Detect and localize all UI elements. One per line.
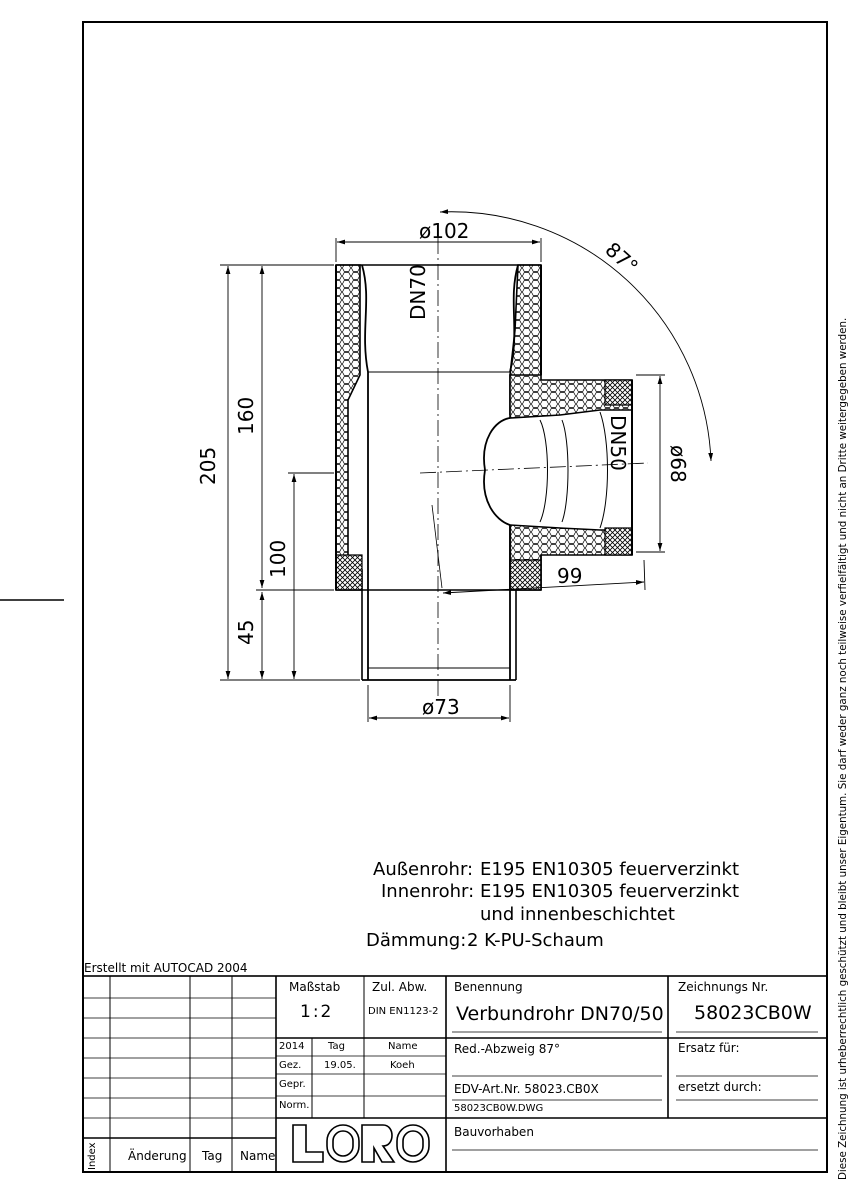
checked-label: Gepr. [279, 1079, 306, 1090]
dim-total-height: 205 [196, 446, 220, 485]
inner-pipe-value: E195 EN10305 feuerverzinkt [480, 881, 740, 902]
dim-inner-diameter: ø73 [422, 695, 460, 719]
drawn-date: 19.05. [324, 1060, 356, 1071]
dim-angle: 87° [600, 237, 643, 279]
project-label: Bauvorhaben [454, 1125, 534, 1139]
drawn-name: Koeh [390, 1060, 415, 1071]
col-change: Änderung [128, 1149, 187, 1163]
tolerance-header: Zul. Abw. [372, 980, 428, 994]
loro-logo [293, 1125, 429, 1162]
label-main-dn: DN70 [406, 264, 430, 320]
insulation-value: 2 K-PU-Schaum [467, 930, 604, 951]
subtitle: Red.-Abzweig 87° [454, 1042, 561, 1056]
drawing-frame [83, 22, 827, 1172]
insulation-label: Dämmung: [366, 930, 467, 951]
dim-lower-height: 45 [234, 619, 258, 645]
copyright-note: Diese Zeichnung ist urheberrechtlich geschützt und bleibt unser Eigentum. Sie darf weder ganz noch teilweise verfielfältigt und nicht an Dritte weitergegeben werden. [837, 317, 849, 1180]
label-branch-dn: DN50 [606, 415, 630, 471]
inner-pipe-value-2: und innenbeschichtet [480, 904, 675, 925]
replacement-for: Ersatz für: [678, 1041, 740, 1055]
dim-branch-height: 100 [266, 539, 290, 578]
edv-number: EDV-Art.Nr. 58023.CB0X [454, 1082, 599, 1096]
pipe-fitting [336, 238, 648, 700]
dim-branch-diameter: ø68 [666, 445, 690, 483]
dim-branch-length: 99 [557, 564, 583, 588]
outer-pipe-value: E195 EN10305 feuerverzinkt [480, 859, 740, 880]
replaced-by: ersetzt durch: [678, 1080, 762, 1094]
inner-pipe-label: Innenrohr: [381, 881, 475, 902]
year: 2014 [279, 1041, 305, 1052]
dim-outer-diameter: ø102 [419, 219, 470, 243]
drawn-label: Gez. [279, 1060, 302, 1071]
col-day: Tag [202, 1149, 223, 1163]
col-name: Name [240, 1149, 276, 1163]
scale-header: Maßstab [289, 980, 341, 994]
day-header: Tag [328, 1041, 345, 1052]
designation-value: Verbundrohr DN70/50 [456, 1003, 664, 1025]
dimensions [220, 212, 711, 722]
scale-value: 1:2 [300, 1002, 334, 1022]
name-header: Name [388, 1041, 418, 1052]
drawing-no-value: 58023CB0W [694, 1002, 812, 1024]
norm-label: Norm. [279, 1100, 310, 1111]
dim-upper-height: 160 [234, 396, 258, 435]
drawing-no-header: Zeichnungs Nr. [678, 980, 769, 994]
tolerance-value: DIN EN1123-2 [368, 1006, 439, 1017]
col-index: Index [87, 1142, 98, 1170]
created-with-note: Erstellt mit AUTOCAD 2004 [84, 961, 248, 975]
dwg-file: 58023CB0W.DWG [454, 1103, 544, 1114]
designation-header: Benennung [454, 980, 523, 994]
outer-pipe-label: Außenrohr: [373, 859, 474, 880]
